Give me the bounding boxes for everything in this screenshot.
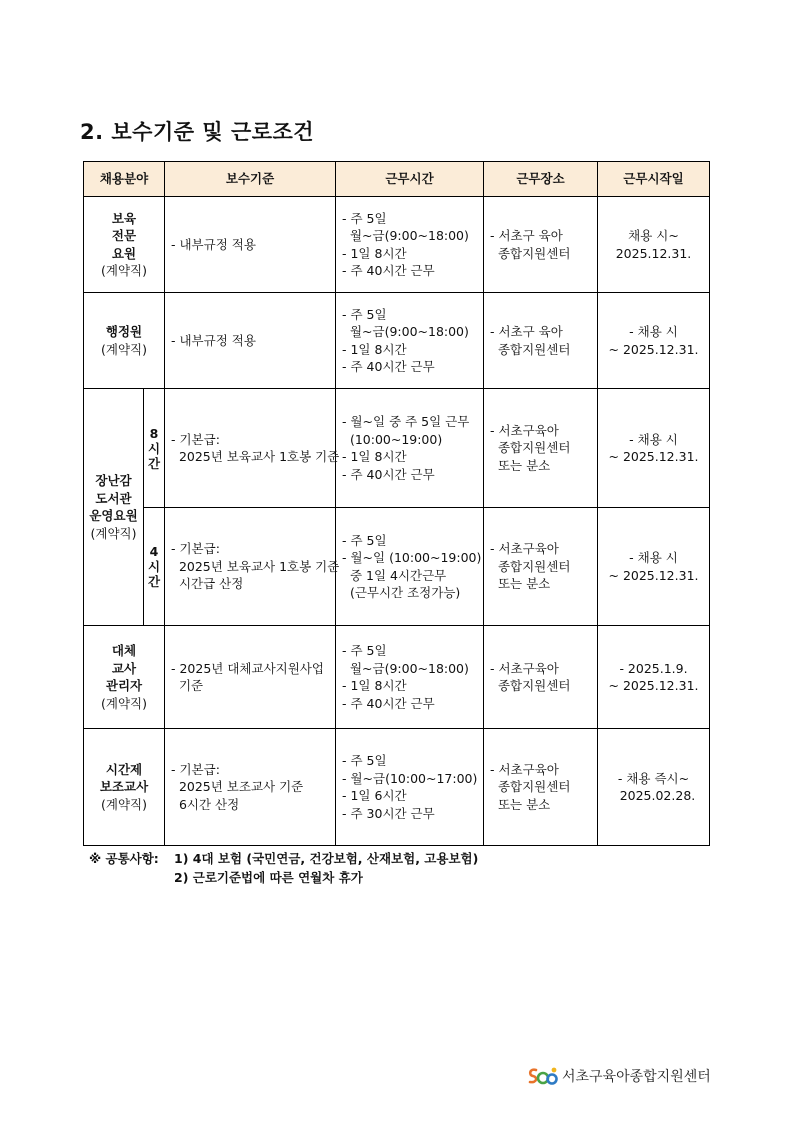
notes-label: ※ 공통사항: xyxy=(89,851,159,866)
place-cell xyxy=(484,197,598,293)
start-line: ~ 2025.12.31. xyxy=(608,341,699,357)
start-cell xyxy=(598,626,710,729)
place-cell xyxy=(484,293,598,389)
start-line: - 2025.1.9. xyxy=(619,660,688,676)
hours-cell xyxy=(336,389,484,508)
pay-line: - 기본급: xyxy=(171,761,220,777)
note-item: 2) 근로기준법에 따른 연월차 휴가 xyxy=(174,870,363,885)
hours-line: (근무시간 조정가능) xyxy=(342,585,461,600)
hours-line: - 1일 8시간 xyxy=(342,341,407,357)
start-cell xyxy=(598,293,710,389)
category-name: 보육 전문 요원 xyxy=(111,210,137,261)
hours-line: - 월~금(10:00~17:00) xyxy=(342,770,478,786)
place-line: 또는 분소 xyxy=(490,457,551,473)
place-line: - 서초구육아 xyxy=(490,541,559,557)
contract-type: (계약직) xyxy=(101,341,147,357)
place-line: 또는 분소 xyxy=(490,796,551,812)
category-cell xyxy=(84,626,165,729)
hours-line: - 주 40시간 근무 xyxy=(342,263,435,278)
hours-line: - 주 5일 xyxy=(342,532,387,548)
category-name: 대체 교사 관리자 xyxy=(105,643,143,693)
start-line: ~ 2025.12.31. xyxy=(608,449,699,464)
table-header-row xyxy=(84,162,710,197)
category-cell xyxy=(84,729,165,846)
table-row xyxy=(84,293,710,389)
start-cell xyxy=(598,197,710,293)
start-line: - 채용 즉시~ xyxy=(617,770,690,786)
start-line: ~ 2025.12.31. xyxy=(608,567,699,583)
contract-type: (계약직) xyxy=(90,525,137,541)
place-line: 종합지원센터 xyxy=(490,245,571,261)
contract-type: (계약직) xyxy=(101,263,147,278)
place-line: - 서초구육아 xyxy=(490,761,559,777)
hours-line: - 주 30시간 근무 xyxy=(342,805,435,821)
place-cell xyxy=(484,508,598,626)
start-line: - 채용 시 xyxy=(629,324,678,339)
pay-cell xyxy=(165,729,336,846)
hours-line: - 월~일 중 주 5일 근무 xyxy=(342,414,470,429)
hours-line: - 주 40시간 근무 xyxy=(342,466,435,482)
category-cell xyxy=(84,197,165,293)
pay-line: - 기본급: xyxy=(171,541,220,557)
pay-cell xyxy=(165,508,340,626)
category-name: 시간제 보조교사 xyxy=(99,761,149,795)
page-title: 2. 보수기준 및 근로조건 xyxy=(80,120,315,144)
place-cell xyxy=(484,729,598,846)
pay-cell xyxy=(165,197,336,293)
hours-line: - 주 5일 xyxy=(342,306,387,322)
category-name: 장난감 도서관 운영요원 xyxy=(89,473,138,523)
header-hours: 근무시간 xyxy=(336,162,484,197)
category-cell xyxy=(84,389,144,626)
notes-row xyxy=(89,849,478,868)
hours-line: - 1일 6시간 xyxy=(342,788,407,803)
table-row xyxy=(84,729,710,846)
start-cell xyxy=(598,389,710,508)
place-line: 또는 분소 xyxy=(490,576,551,592)
pay-line: 2025년 보육교사 1호봉 기준 xyxy=(171,449,340,464)
place-line: - 서초구 육아 xyxy=(490,324,563,339)
common-notes xyxy=(89,849,478,887)
category-name: 행정원 xyxy=(105,324,143,339)
notes-row xyxy=(89,868,478,887)
hours-line: 월~금(9:00~18:00) xyxy=(342,228,469,243)
start-line: 채용 시~ xyxy=(628,228,679,243)
table-row xyxy=(84,626,710,729)
pay-line: - 기본급: xyxy=(171,431,220,447)
hours-line: - 주 5일 xyxy=(342,753,387,768)
pay-line: 시간급 산정 xyxy=(171,576,244,592)
hours-line: - 1일 8시간 xyxy=(342,678,407,693)
place-line: 종합지원센터 xyxy=(490,678,571,693)
footer-org-name: 서초구육아종합지원센터 xyxy=(562,1069,711,1085)
place-line: 종합지원센터 xyxy=(490,779,571,795)
hours-line: - 월~일 (10:00~19:00) xyxy=(342,550,482,565)
pay-line: 기준 xyxy=(171,678,204,693)
notes-indent xyxy=(89,868,174,887)
place-line: - 서초구 육아 xyxy=(490,228,563,243)
pay-line: 2025년 보조교사 기준 xyxy=(171,779,304,795)
hours-cell xyxy=(336,508,484,626)
pay-line: - 2025년 대체교사지원사업 xyxy=(171,660,324,676)
hours-line: 월~금(9:00~18:00) xyxy=(342,660,469,676)
place-line: - 서초구육아 xyxy=(490,660,559,676)
table-row xyxy=(84,389,710,508)
hours-line: - 주 40시간 근무 xyxy=(342,359,435,374)
hours-line: - 1일 8시간 xyxy=(342,449,407,464)
hours-line: 월~금(9:00~18:00) xyxy=(342,324,469,339)
place-cell xyxy=(484,389,598,508)
start-cell xyxy=(598,508,710,626)
subcategory-8h: 8 시 간 xyxy=(144,389,165,508)
pay-cell xyxy=(165,389,340,508)
pay-line: 6시간 산정 xyxy=(171,796,240,812)
place-line: 종합지원센터 xyxy=(490,558,571,574)
hours-line: - 주 5일 xyxy=(342,210,387,226)
hours-cell xyxy=(336,729,484,846)
place-line: 종합지원센터 xyxy=(490,440,571,456)
start-line: - 채용 시 xyxy=(629,431,678,447)
start-cell xyxy=(598,729,710,846)
header-start: 근무시작일 xyxy=(598,162,710,197)
hours-line: - 주 5일 xyxy=(342,643,387,658)
header-place: 근무장소 xyxy=(484,162,598,197)
category-cell xyxy=(84,293,165,389)
contract-type: (계약직) xyxy=(101,796,147,812)
pay-cell xyxy=(165,293,336,389)
place-cell xyxy=(484,626,598,729)
table-row xyxy=(84,508,710,626)
start-line: 2025.02.28. xyxy=(611,788,696,803)
start-line: ~ 2025.12.31. xyxy=(608,678,699,693)
hours-line: - 주 40시간 근무 xyxy=(342,695,435,711)
pay-line: - 내부규정 적용 xyxy=(171,236,256,252)
pay-line: 2025년 보육교사 1호봉 기준 xyxy=(171,558,340,574)
seocho-logo-icon xyxy=(527,1066,559,1086)
start-line: 2025.12.31. xyxy=(615,245,692,261)
footer xyxy=(527,1066,711,1086)
subcategory-4h: 4 시 간 xyxy=(144,508,165,626)
hours-line: - 1일 8시간 xyxy=(342,245,407,261)
hours-line: 중 1일 4시간근무 xyxy=(342,567,447,583)
conditions-table xyxy=(83,161,710,846)
contract-type: (계약직) xyxy=(101,695,147,711)
pay-cell xyxy=(165,626,336,729)
note-item: 1) 4대 보험 (국민연금, 건강보험, 산재보험, 고용보험) xyxy=(174,851,479,866)
header-field: 채용분야 xyxy=(84,162,165,197)
place-line: - 서초구육아 xyxy=(490,422,559,438)
place-line: 종합지원센터 xyxy=(490,341,571,357)
table-row xyxy=(84,197,710,293)
hours-cell xyxy=(336,197,484,293)
hours-cell xyxy=(336,626,484,729)
header-pay: 보수기준 xyxy=(165,162,336,197)
pay-line: - 내부규정 적용 xyxy=(171,332,256,348)
hours-line: (10:00~19:00) xyxy=(342,431,443,447)
start-line: - 채용 시 xyxy=(629,550,678,565)
hours-cell xyxy=(336,293,484,389)
